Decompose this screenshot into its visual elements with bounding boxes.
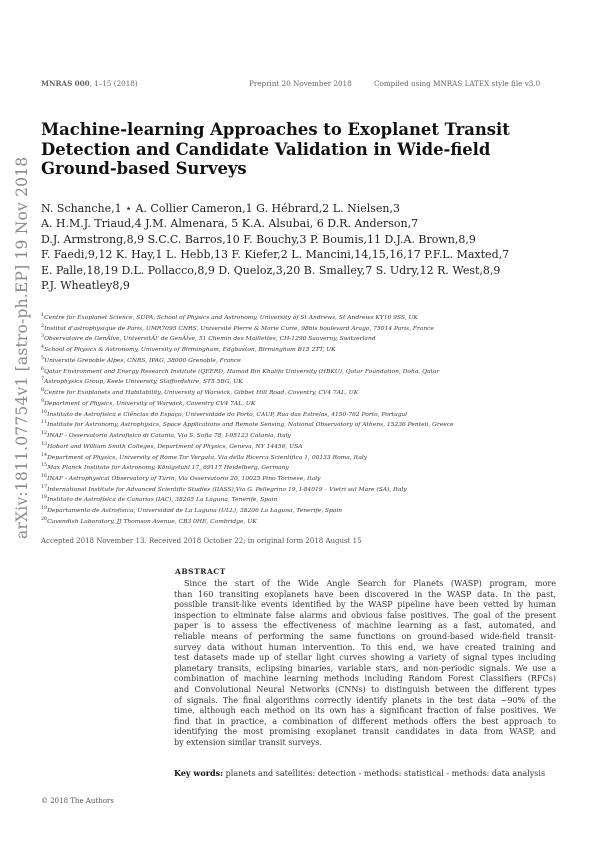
affiliation-text: Université Grenoble Alpes, CNRS, IPAG, 38000 Grenoble, France [44,356,241,364]
keywords [174,768,556,780]
affiliation-text: Hobart and William Smith Colleges, Department of Physics, Geneva, NY 14456, USA [47,442,303,450]
affiliation-number: 12 [41,431,48,437]
affiliation-item [41,312,571,323]
affiliation-text: INAF - Osservatorio Astrofisico di Catania, Via S. Sofia 78, I-95123 Catania, Italy [47,432,291,440]
author-list [41,201,561,293]
author-line: N. Schanche,1 ⋆ A. Collier Cameron,1 G. Hébrard,2 L. Nielsen,3 [41,202,400,215]
affiliation-text: Institute for Astronomy, Astrophysics, Space Applications and Remote Sensing, National Observatory of Athens, 15236 Penteli, Greece [47,421,454,429]
copyright-notice: © 2018 The Authors [41,797,114,805]
affiliation-number: 19 [41,506,48,512]
affiliation-text: Instituto de Astrofísica e Ciências do Espaço, Universidade do Porto, CAUP, Rua das Estrelas, 4150-762 Porto, Portugal [47,410,408,418]
running-header-preprint: Preprint 20 November 2018 [249,79,352,88]
abstract-line: test datasets made up of stellar light curves showing a variety of signal types including [174,653,556,663]
abstract-line: by extension similar transit surveys. [174,737,322,747]
affiliation-number: 2 [41,323,45,329]
affiliation-number: 15 [41,463,48,469]
affiliation-item [41,505,571,516]
affiliation-number: 11 [41,420,48,426]
affiliation-item [41,409,571,420]
abstract-body [174,579,556,749]
affiliation-number: 9 [41,398,45,404]
affiliation-item [41,430,571,441]
affiliation-text: Department of Physics, University of Warwick, Coventry CV4 7AL, UK [44,399,256,407]
abstract-line: possible transit-like events identified by the WASP pipeline have been vetted by human [174,600,556,610]
abstract-line: combination of machine learning methods including Random Forest Classifiers (RFCs) [174,674,556,684]
affiliation-text: Department of Physics, University of Rome Tor Vergata, Via della Ricerca Scientifica 1, 00133 Roma, Italy [47,453,368,461]
author-line: D.J. Armstrong,8,9 S.C.C. Barros,10 F. Bouchy,3 P. Boumis,11 D.J.A. Brown,8,9 [41,232,476,246]
affiliation-text: Centre for Exoplanets and Habitability, University of Warwick, Gibbet Hill Road, Coventry, CV4 7AL, UK [44,389,359,397]
affiliation-item [41,462,571,473]
accepted-dates: Accepted 2018 November 13. Received 2018 October 22; in original form 2018 August 15 [41,537,362,545]
running-header-compiled: Compiled using MNRAS LATEX style file v3.0 [374,79,541,88]
affiliation-number: 4 [41,345,45,351]
abstract-line: Since the start of the Wide Angle Search for Planets (WASP) program, more [184,579,556,588]
abstract-line: find that in practice, a combination of different methods offers the best approach to [174,716,556,726]
affiliation-number: 17 [41,484,48,490]
affiliation-item [41,419,571,430]
affiliation-text: Astrophysics Group, Keele University, Staffordshire, ST5 5BG, UK [44,378,243,386]
affiliation-number: 6 [41,366,45,372]
affiliation-text: INAF - Astrophysical Observatory of Turin, Via Osservatorio 20, 10025 Pino Torinese, Italy [47,475,321,482]
abstract-line: of signals. The final algorithms correctly identify planets in the test data ~90% of the [174,695,556,705]
affiliation-item [41,484,571,495]
author-line: F. Faedi,9,12 K. Hay,1 L. Hebb,13 F. Kiefer,2 L. Mancini,14,15,16,17 P.F.L. Maxted,7 [41,248,510,262]
abstract-line: survey data without human intervention. To this end, we have created training and [174,642,556,652]
affiliation-number: 16 [41,474,48,480]
author-line: E. Palle,18,19 D.L. Pollacco,8,9 D. Queloz,3,20 B. Smalley,7 S. Udry,12 R. West,8,9 [41,263,501,277]
affiliation-text: Departamento de Astrofísica, Universidad de La Laguna (ULL), 38206 La Laguna, Tenerife, Spain [47,507,343,515]
arxiv-stamp[interactable]: arXiv:1811.07754v1 [astro-ph.EP] 19 Nov 2018 [13,156,31,539]
abstract-line: time, although each method on its own has a significant fraction of false positives. We [174,706,556,716]
affiliation-list [41,312,571,527]
affiliation-number: 18 [41,495,48,501]
affiliation-item [41,452,571,463]
abstract-line: reliable means of performing the same functions on ground-based wide-field transit- [174,631,556,641]
affiliation-text: School of Physics & Astronomy, University of Birmingham, Edgbaston, Birmingham B15 2TT, UK [44,346,336,354]
abstract-line: identifying the most promising exoplanet transit candidates in data from WASP, and [174,727,556,737]
affiliation-item [41,355,571,366]
affiliation-text: Qatar Environment and Energy Research Institute (QEERI), Hamad Bin Khalifa University (HBKU), Qatar Foundation, Doha, Qatar [44,367,440,375]
affiliation-number: 3 [41,334,45,340]
affiliation-text: International Institute for Advanced Scientific Studies (IIASS),Via G. Pellegrino 19, I-84019 – Vietri sul Mare (SA), Italy [47,485,407,493]
affiliation-text: Centre for Exoplanet Science, SUPA, School of Physics and Astronomy, University of St Andrews, St Andrews KY16 9SS, UK [44,313,418,321]
affiliation-item [41,333,571,344]
affiliation-text: Institut d'astrophysique de Paris, UMR7095 CNRS, Université Pierre & Marie Curie, 98bis boulevard Arago, 75014 Paris, France [44,324,435,332]
affiliation-number: 13 [41,441,48,447]
running-header-journal: MNRAS 000, 1–15 (2018) [41,79,138,88]
affiliation-item [41,323,571,334]
affiliation-number: 8 [41,388,45,394]
affiliation-item [41,376,571,387]
affiliation-item [41,398,571,409]
affiliation-item [41,441,571,452]
author-line: A. H.M.J. Triaud,4 J.M. Almenara, 5 K.A. Alsubai, 6 D.R. Anderson,7 [41,217,419,231]
affiliation-number: 10 [41,409,48,415]
abstract-line: planetary transits, eclipsing binaries, variable stars, and non-periodic signals. We use a [174,663,556,673]
abstract-line: and Convolutional Neural Networks (CNNs) to distinguish between the different types [174,684,556,694]
affiliation-number: 20 [41,516,48,522]
author-line: P.J. Wheatley8,9 [41,279,130,293]
affiliation-number: 1 [41,313,45,318]
paper-title: Machine-learning Approaches to Exoplanet Transit Detection and Candidate Validation in Wide-field Ground-based Surveys [41,120,510,178]
abstract-line: than 160 transiting exoplanets have been discovered in the WASP data. In the past, [174,589,556,599]
abstract-line: inspection to eliminate false alarms and obvious false positives. The goal of the present [174,610,556,620]
affiliation-number: 7 [41,377,45,383]
affiliation-text: Cavendish Laboratory, JJ Thomson Avenue, CB3 0HE, Cambridge, UK [47,517,257,525]
affiliation-item [41,387,571,398]
affiliation-number: 14 [41,452,48,458]
affiliation-text: Observatoire de GenÃĺve, UniversitÃl' de GenÃĺve, 51 Chemin des Maillettes, CH-1290 Sauverny, Switzerland [44,335,376,343]
affiliation-text: Instituto de Astrofísica de Canarias (IAC), 38205 La Laguna, Tenerife, Spain [47,496,278,504]
abstract-line: paper is to assess the effectiveness of machine learning as a fast, automated, and [174,621,556,631]
keywords-label: Key words: [174,768,224,778]
affiliation-item [41,516,571,527]
keywords-text: planets and satellites: detection - methods: statistical - methods: data analysis [225,769,546,778]
affiliation-item [41,344,571,355]
affiliation-number: 5 [41,355,45,361]
affiliation-item [41,366,571,377]
abstract-heading: ABSTRACT [175,567,226,576]
affiliation-item [41,494,571,505]
affiliation-item [41,473,571,484]
affiliation-text: Max Planck Institute for Astronomy, Königstuhl 17, 69117 Heidelberg, Germany [47,464,289,472]
